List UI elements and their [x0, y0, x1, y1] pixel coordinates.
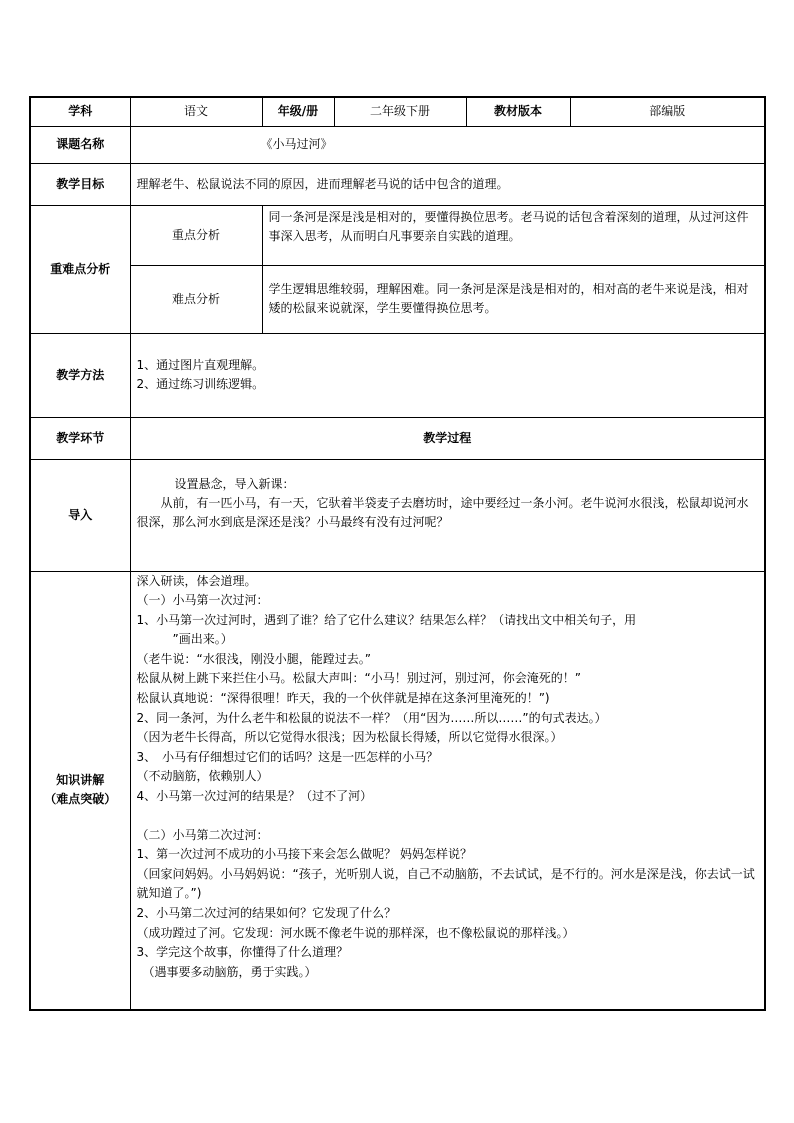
knowledge-content [130, 571, 765, 1010]
lesson-plan-table [29, 96, 766, 1011]
knowledge-line: （遇事要多动脑筋，勇于实践。） [142, 964, 317, 979]
teaching-process-label: 教学过程 [130, 417, 765, 459]
subject-label: 学科 [30, 97, 130, 126]
edition-value: 部编版 [570, 97, 765, 126]
knowledge-line: 深入研读，体会道理。 [136, 573, 257, 588]
teaching-stage-label: 教学环节 [30, 417, 130, 459]
teaching-method-label: 教学方法 [30, 333, 130, 417]
knowledge-label-main: 知识讲解 [56, 773, 105, 788]
knowledge-line: （一）小马第一次过河： [136, 593, 269, 608]
lesson-title-value: 《小马过河》 [130, 126, 765, 163]
knowledge-line: （成功蹚过了河。它发现：河水既不像老牛说的那样深，也不像松鼠说的那样浅。） [136, 925, 575, 940]
knowledge-line: 1、小马第一次过河时，遇到了谁？给了它什么建议？结果怎么样？（请找出文中相关句子，用 [136, 612, 637, 627]
grade-value: 二年级下册 [334, 97, 466, 126]
knowledge-line: 松鼠认真地说：“深得很哩！昨天，我的一个伙伴就是掉在这条河里淹死的！”) [136, 691, 550, 706]
knowledge-line: 松鼠从树上跳下来拦住小马。松鼠大声叫：“小马！别过河，别过河，你会淹死的！” [136, 671, 581, 686]
grade-label: 年级/册 [262, 97, 334, 126]
focus-analysis-label: 重点分析 [130, 205, 262, 265]
intro-label: 导入 [30, 459, 130, 571]
intro-row [30, 459, 765, 571]
lesson-title-label: 课题名称 [30, 126, 130, 163]
method-item: 2、通过练习训练逻辑。 [136, 377, 265, 391]
teaching-method-list [130, 333, 765, 417]
knowledge-line: （老牛说：“水很浅，刚没小腿，能蹚过去。” [136, 651, 371, 666]
goal-row [30, 163, 765, 205]
focus-analysis-text: 同一条河是深是浅是相对的，要懂得换位思考。老马说的话包含着深刻的道理，从过河这件事深入思考，从而明白凡事要亲自实践的道理。 [262, 205, 765, 265]
knowledge-line: （因为老牛长得高，所以它觉得水很浅；因为松鼠长得矮，所以它觉得水很深。） [136, 730, 563, 745]
edition-label: 教材版本 [466, 97, 570, 126]
intro-line: 设置悬念，导入新课： [174, 476, 295, 491]
difficulty-analysis-text: 学生逻辑思维较弱，理解困难。同一条河是深是浅是相对的，相对高的老牛来说是浅，相对矮的松鼠来说就深，学生要懂得换位思考。 [262, 265, 765, 333]
knowledge-line: 1、第一次过河不成功的小马接下来会怎么做呢？ 妈妈怎样说？ [136, 847, 472, 862]
knowledge-line: 2、小马第二次过河的结果如何？它发现了什么？ [136, 906, 397, 920]
methods-row [30, 333, 765, 417]
knowledge-line: 2、同一条河，为什么老牛和松鼠的说法不一样？（用“因为……所以……”的句式表达。） [136, 710, 607, 725]
knowledge-label [30, 571, 130, 1010]
knowledge-line-cont: ”画出来。） [172, 632, 233, 647]
knowledge-line: （回家问妈妈。小马妈妈说：“孩子，光听别人说，自己不动脑筋，不去试试，是不行的。河水是深是浅，你去试一试就知道了。”) [136, 866, 755, 901]
intro-content [130, 459, 765, 571]
knowledge-line: 3、 小马有仔细想过它们的话吗？这是一匹怎样的小马？ [136, 749, 439, 764]
knowledge-row [30, 571, 765, 1010]
header-row [30, 97, 765, 126]
subject-value: 语文 [130, 97, 262, 126]
paragraph-gap [137, 807, 759, 826]
teaching-goal-label: 教学目标 [30, 163, 130, 205]
title-row [30, 126, 765, 163]
key-difficulty-label: 重难点分析 [30, 205, 130, 333]
intro-line: 从前，有一匹小马，有一天，它驮着半袋麦子去磨坊时，途中要经过一条小河。老牛说河水很浅，松鼠却说河水很深，那么河水到底是深还是浅？小马最终有没有过河呢？ [136, 495, 749, 529]
knowledge-line: 4、小马第一次过河的结果是？（过不了河） [136, 789, 373, 804]
difficulty-analysis-label: 难点分析 [130, 265, 262, 333]
knowledge-line: （二）小马第二次过河： [136, 827, 269, 842]
process-header-row [30, 417, 765, 459]
method-item: 1、通过图片直观理解。 [136, 358, 265, 372]
knowledge-line: 3、学完这个故事，你懂得了什么道理？ [136, 945, 349, 960]
difficulty-row [30, 265, 765, 333]
knowledge-label-sub: （难点突破） [44, 792, 117, 807]
teaching-goal-value: 理解老牛、松鼠说法不同的原因，进而理解老马说的话中包含的道理。 [130, 163, 765, 205]
knowledge-line: （不动脑筋，依赖别人） [136, 769, 269, 784]
key-point-row [30, 205, 765, 265]
